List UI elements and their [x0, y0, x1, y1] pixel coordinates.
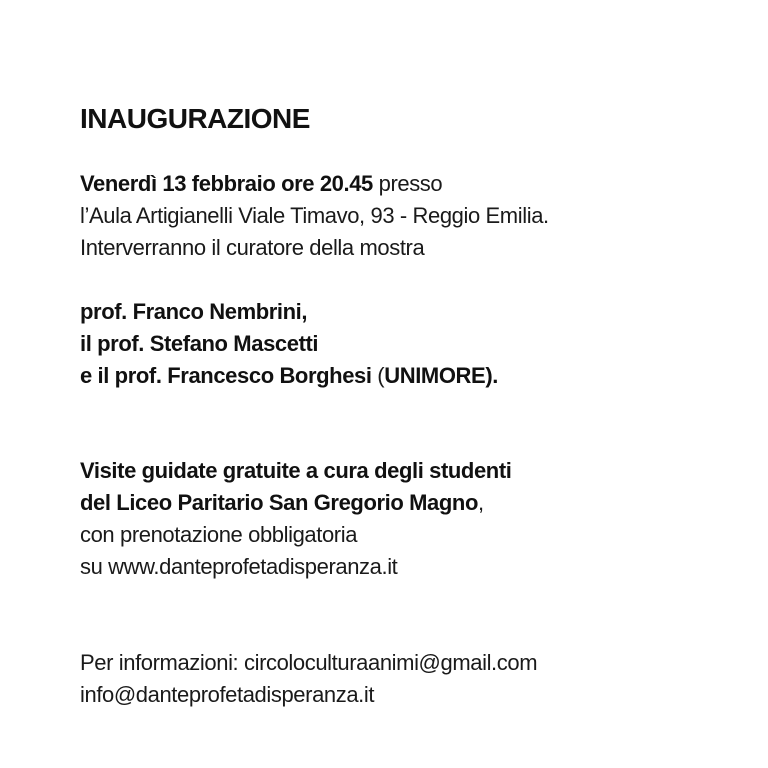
- visits-line-2: [80, 487, 740, 519]
- contact-info-email[interactable]: info@danteprofetadisperanza.it: [80, 682, 375, 707]
- speaker-3-close: ).: [485, 363, 498, 388]
- speaker-3-line: [80, 360, 740, 392]
- speaker-2: il prof. Stefano Mascetti: [80, 331, 319, 356]
- speaker-3-org: UNIMORE: [384, 363, 486, 388]
- visits-website[interactable]: su www.danteprofetadisperanza.it: [80, 554, 398, 579]
- event-details: [80, 168, 740, 264]
- title-block: [80, 102, 740, 136]
- event-date-line: [80, 168, 740, 200]
- visits-booking: con prenotazione obbligatoria: [80, 522, 358, 547]
- visits-comma: ,: [478, 490, 484, 515]
- visits-line-1: Visite guidate gratuite a cura degli studenti: [80, 458, 512, 483]
- visits-school: del Liceo Paritario San Gregorio Magno: [80, 490, 478, 515]
- guided-visits: [80, 455, 740, 583]
- speakers-list: [80, 296, 740, 392]
- speaker-1: prof. Franco Nembrini,: [80, 299, 308, 324]
- contact-info: [80, 647, 740, 711]
- event-presso: presso: [372, 171, 443, 196]
- contact-email[interactable]: Per informazioni: circoloculturaanimi@gmail.com: [80, 650, 538, 675]
- event-date-time: Venerdì 13 febbraio ore 20.45: [80, 171, 373, 196]
- page-title: INAUGURAZIONE: [80, 103, 310, 134]
- event-venue: l’Aula Artigianelli Viale Timavo, 93 - Reggio Emilia.: [80, 203, 549, 228]
- event-intro: Interverranno il curatore della mostra: [80, 235, 425, 260]
- speaker-3: e il prof. Francesco Borghesi: [80, 363, 372, 388]
- speaker-3-open: (: [371, 363, 385, 388]
